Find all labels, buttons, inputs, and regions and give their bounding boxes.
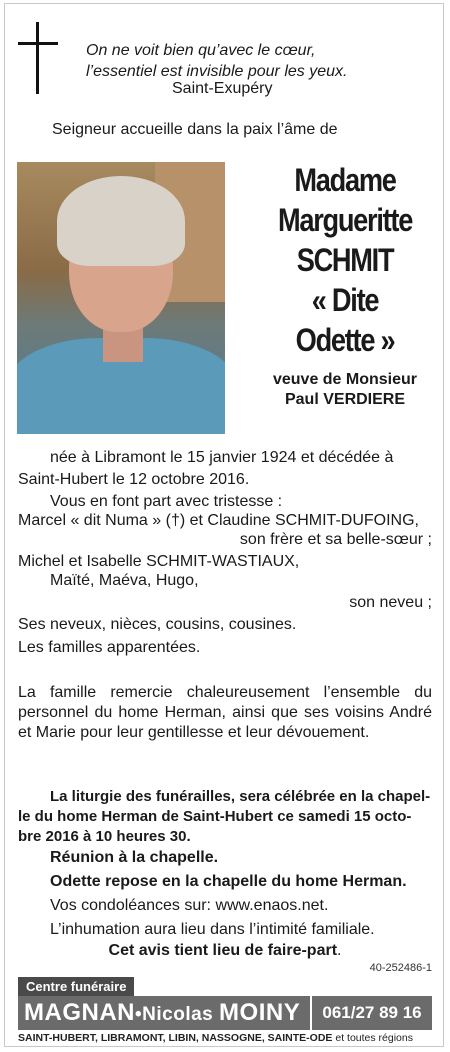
birth-line-1: née à Libramont le 15 janvier 1924 et décédée à (50, 449, 394, 466)
liturgy-line-1: La liturgie des funérailles, sera célébrée en la chapel- (50, 788, 431, 805)
bullet-icon: • (135, 1004, 143, 1025)
portrait-photo (17, 162, 225, 434)
funeral-center-tag: Centre funéraire (18, 977, 134, 996)
name-last: SCHMIT (296, 242, 394, 278)
thanks-paragraph: La famille remercie chaleureusement l’ensemble du personnel du home Herman, ainsi que ses voisins André et Marie pour leur gentillesse et leur dévouement. (18, 684, 432, 741)
liturgy-line-3: bre 2016 à 10 heures 30. (18, 828, 191, 845)
widow-line-1: veuve de Monsieur (272, 371, 418, 388)
name-title: Madame (294, 162, 396, 198)
funeral-home-bar (18, 996, 432, 1030)
funeral-home-brand (24, 996, 300, 1030)
name-dite: « Dite (311, 282, 379, 318)
family-intro: Vous en font part avec tristesse : (50, 493, 283, 510)
family-line-2c: son neveu ; (349, 594, 432, 611)
regions-line (18, 1031, 432, 1045)
liturgy-paragraph (18, 787, 432, 847)
reunion-line: Réunion à la chapelle. (50, 849, 219, 866)
faire-part-line (18, 940, 432, 962)
condolences-line: Vos condoléances sur: www.enaos.net. (50, 897, 329, 914)
brand-nicolas: Nicolas (142, 1004, 220, 1025)
epigraph-quote (86, 40, 406, 82)
birth-line-2: Saint-Hubert le 12 octobre 2016. (18, 471, 250, 488)
repose-line: Odette repose en la chapelle du home Herman. (50, 873, 407, 890)
family-line-4: Les familles apparentées. (18, 639, 201, 656)
regions-suffix: et toutes régions (332, 1032, 413, 1044)
widow-info (245, 370, 445, 410)
brand-moiny: MOINY (219, 999, 301, 1026)
regions-list: SAINT-HUBERT, LIBRAMONT, LIBIN, NASSOGNE, SAINTE-ODE (18, 1032, 333, 1044)
name-nickname: Odette » (295, 322, 395, 358)
funeral-home-footer (18, 977, 432, 1044)
quote-line-1: On ne voit bien qu’avec le cœur, (86, 42, 316, 59)
family-line-2b: Maïté, Maéva, Hugo, (50, 572, 199, 589)
widow-line-2: Paul VERDIERE (284, 391, 406, 408)
family-line-3: Ses neveux, nièces, cousins, cousines. (18, 616, 297, 633)
brand-magnan: MAGNAN (24, 999, 135, 1026)
intro-line: Seigneur accueille dans la paix l’âme de (52, 121, 338, 138)
family-line-1: Marcel « dit Numa » (†) et Claudine SCHMIT-DUFOING, (18, 512, 419, 529)
cross-icon (18, 22, 58, 94)
burial-line: L’inhumation aura lieu dans l’intimité familiale. (50, 921, 375, 938)
phone-number[interactable]: 061/27 89 16 (310, 996, 432, 1030)
liturgy-line-2: le du home Herman de Saint-Hubert ce samedi 15 octo- (18, 808, 412, 825)
reference-number: 40-252486-1 (369, 962, 432, 974)
deceased-name (264, 160, 426, 360)
quote-author: Saint-Exupéry (172, 80, 273, 97)
faire-part-period: . (337, 942, 342, 959)
family-line-1b: son frère et sa belle-sœur ; (239, 531, 432, 548)
faire-part-text: Cet avis tient lieu de faire-part (108, 942, 338, 959)
family-line-2: Michel et Isabelle SCHMIT-WASTIAUX, (18, 553, 300, 570)
quote-line-2: l’essentiel est invisible pour les yeux. (86, 63, 348, 80)
name-first: Margueritte (277, 202, 413, 238)
